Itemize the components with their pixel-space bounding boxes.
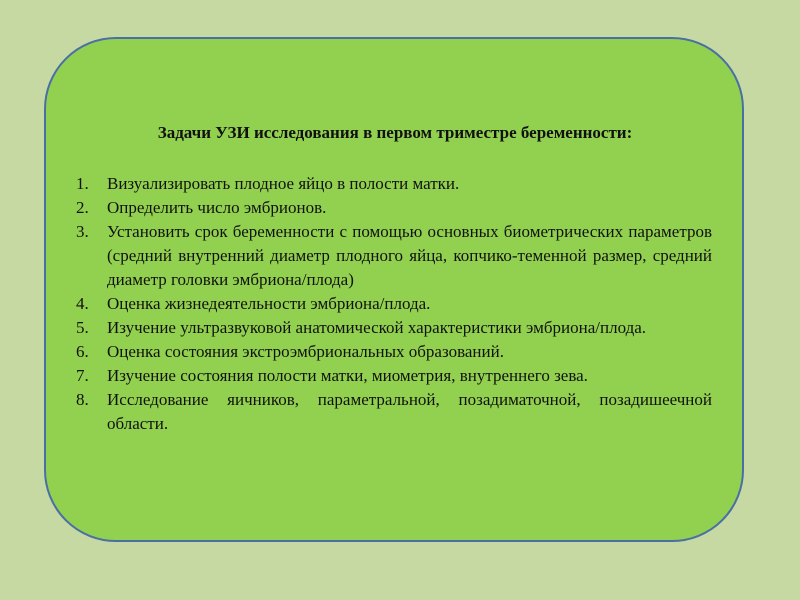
- list-item-text: Оценка состояния экстроэмбриональных образований.: [107, 342, 504, 361]
- list-item-text: Визуализировать плодное яйцо в полости матки.: [107, 174, 460, 193]
- list-item-number: 7.: [76, 366, 89, 385]
- list-item-number: 6.: [76, 342, 89, 361]
- list-item-number: 4.: [76, 294, 89, 313]
- list-item: [76, 340, 712, 364]
- list-item: [76, 292, 712, 316]
- list-item: [76, 364, 712, 388]
- task-list: [76, 172, 712, 436]
- list-item-text: Установить срок беременности с помощью основных биометрических параметров (средний внутренний диаметр плодного яйца, копчико-теменной размер, средний диаметр головки эмбриона/плода): [107, 222, 712, 289]
- list-item: [76, 172, 712, 196]
- list-item-text: Изучение ультразвуковой анатомической характеристики эмбриона/плода.: [107, 318, 647, 337]
- list-item-text: Изучение состояния полости матки, миометрия, внутреннего зева.: [107, 366, 588, 385]
- list-item-number: 5.: [76, 318, 89, 337]
- list-item-number: 1.: [76, 174, 89, 193]
- list-item: [76, 316, 712, 340]
- list-item-text: Исследование яичников, параметральной, позадиматочной, позадишеечной области.: [107, 390, 712, 433]
- list-item: [76, 196, 712, 220]
- list-item-number: 8.: [76, 390, 89, 409]
- list-item: [76, 388, 712, 436]
- list-item: [76, 220, 712, 292]
- list-item-text: Оценка жизнедеятельности эмбриона/плода.: [107, 294, 431, 313]
- slide-title: Задачи УЗИ исследования в первом триместре беременности:: [157, 123, 633, 142]
- list-item-number: 2.: [76, 198, 89, 217]
- list-item-number: 3.: [76, 222, 89, 241]
- list-item-text: Определить число эмбрионов.: [107, 198, 327, 217]
